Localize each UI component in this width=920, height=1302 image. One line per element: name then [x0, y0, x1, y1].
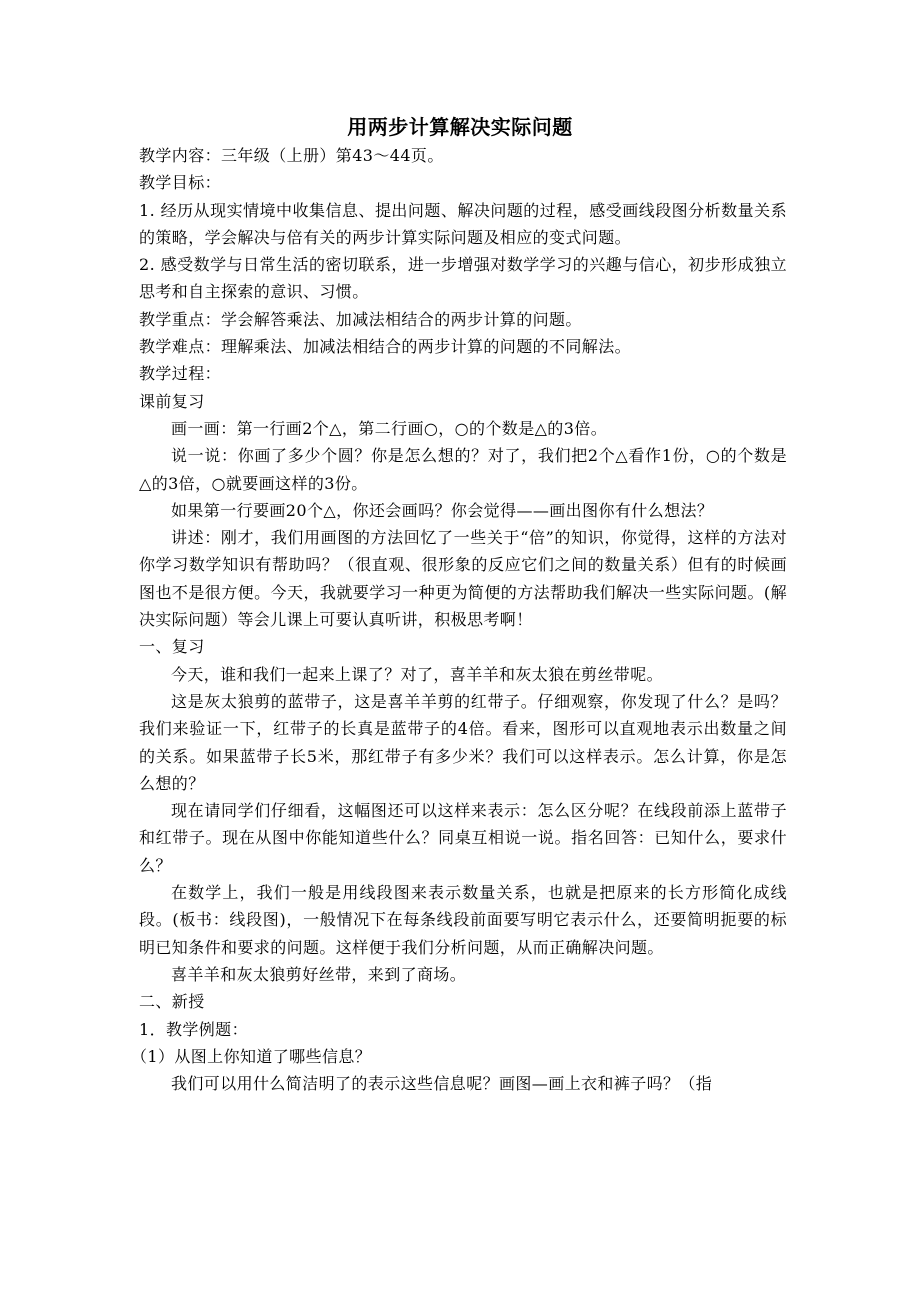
paragraph: 1. 经历从现实情境中收集信息、提出问题、解决问题的过程，感受画线段图分析数量关系的策略，学会解决与倍有关的两步计算实际问题及相应的变式问题。: [139, 200, 787, 247]
paragraph: 教学目标：: [139, 173, 222, 193]
paragraph: 现在请同学们仔细看，这幅图还可以这样来表示：怎么区分呢？在线段前添上蓝带子和红带子。现在从图中你能知道些什么？同桌互相说一说。指名回答：已知什么，要求什么？: [139, 801, 787, 875]
paragraph: 我们可以用什么简洁明了的表示这些信息呢？画图—画上衣和裤子吗？（指: [171, 1074, 713, 1094]
paragraph: 教学内容：三年级（上册）第43～44页。: [139, 146, 444, 165]
paragraph: 这是灰太狼剪的蓝带子，这是喜羊羊剪的红带子。仔细观察，你发现了什么？是吗？我们来验证一下，红带子的长真是蓝带子的4倍。看来，图形可以直观地表示出数量之间的关系。如果蓝带子长5米，那红带子有多少米？我们可以这样表示。怎么计算，你是怎么想的？: [139, 691, 787, 793]
paragraph: 如果第一行要画20个△，你还会画吗？你会觉得——画出图你有什么想法？: [171, 500, 714, 520]
paragraph: 讲述：刚才，我们用画图的方法回忆了一些关于“倍”的知识，你觉得，这样的方法对你学习数学知识有帮助吗？（很直观、很形象的反应它们之间的数量关系）但有的时候画图也不是很方便。今天，我就要学习一种更为简便的方法帮助我们解决一些实际问题。(解决实际问题）等会儿课上可要认真听讲，积极思考啊！: [139, 528, 787, 630]
paragraph: （1）从图上你知道了哪些信息？: [131, 1046, 372, 1066]
paragraph: 今天，谁和我们一起来上课了？对了，喜羊羊和灰太狼在剪丝带呢。: [171, 664, 664, 684]
paragraph: 课前复习: [139, 391, 205, 411]
paragraph: 二、新授: [139, 992, 205, 1012]
paragraph: 2. 感受数学与日常生活的密切联系，进一步增强对数学学习的兴趣与信心，初步形成独立思考和自主探索的意识、习惯。: [139, 255, 787, 302]
paragraph: 一、复习: [139, 637, 205, 657]
page-title: 用两步计算解决实际问题: [347, 115, 573, 139]
document-body: [131, 142, 787, 1097]
paragraph: 教学重点：学会解答乘法、加减法相结合的两步计算的问题。: [139, 309, 582, 329]
paragraph: 在数学上，我们一般是用线段图来表示数量关系，也就是把原来的长方形简化成线段。(板书：线段图)，一般情况下在每条线段前面要写明它表示什么，还要简明扼要的标明已知条件和要求的问题。这样便于我们分析问题，从而正确解决问题。: [139, 883, 787, 957]
paragraph: 喜羊羊和灰太狼剪好丝带，来到了商场。: [171, 964, 467, 984]
paragraph: 教学难点：理解乘法、加减法相结合的两步计算的问题的不同解法。: [139, 337, 632, 357]
paragraph: 1．教学例题：: [139, 1019, 248, 1039]
paragraph: 说一说：你画了多少个圆？你是怎么想的？对了，我们把2个△看作1份，○的个数是△的3倍，○就要画这样的3份。: [139, 446, 787, 493]
paragraph: 画一画：第一行画2个△，第二行画○，○的个数是△的3倍。: [171, 418, 608, 438]
paragraph: 教学过程：: [139, 364, 222, 384]
